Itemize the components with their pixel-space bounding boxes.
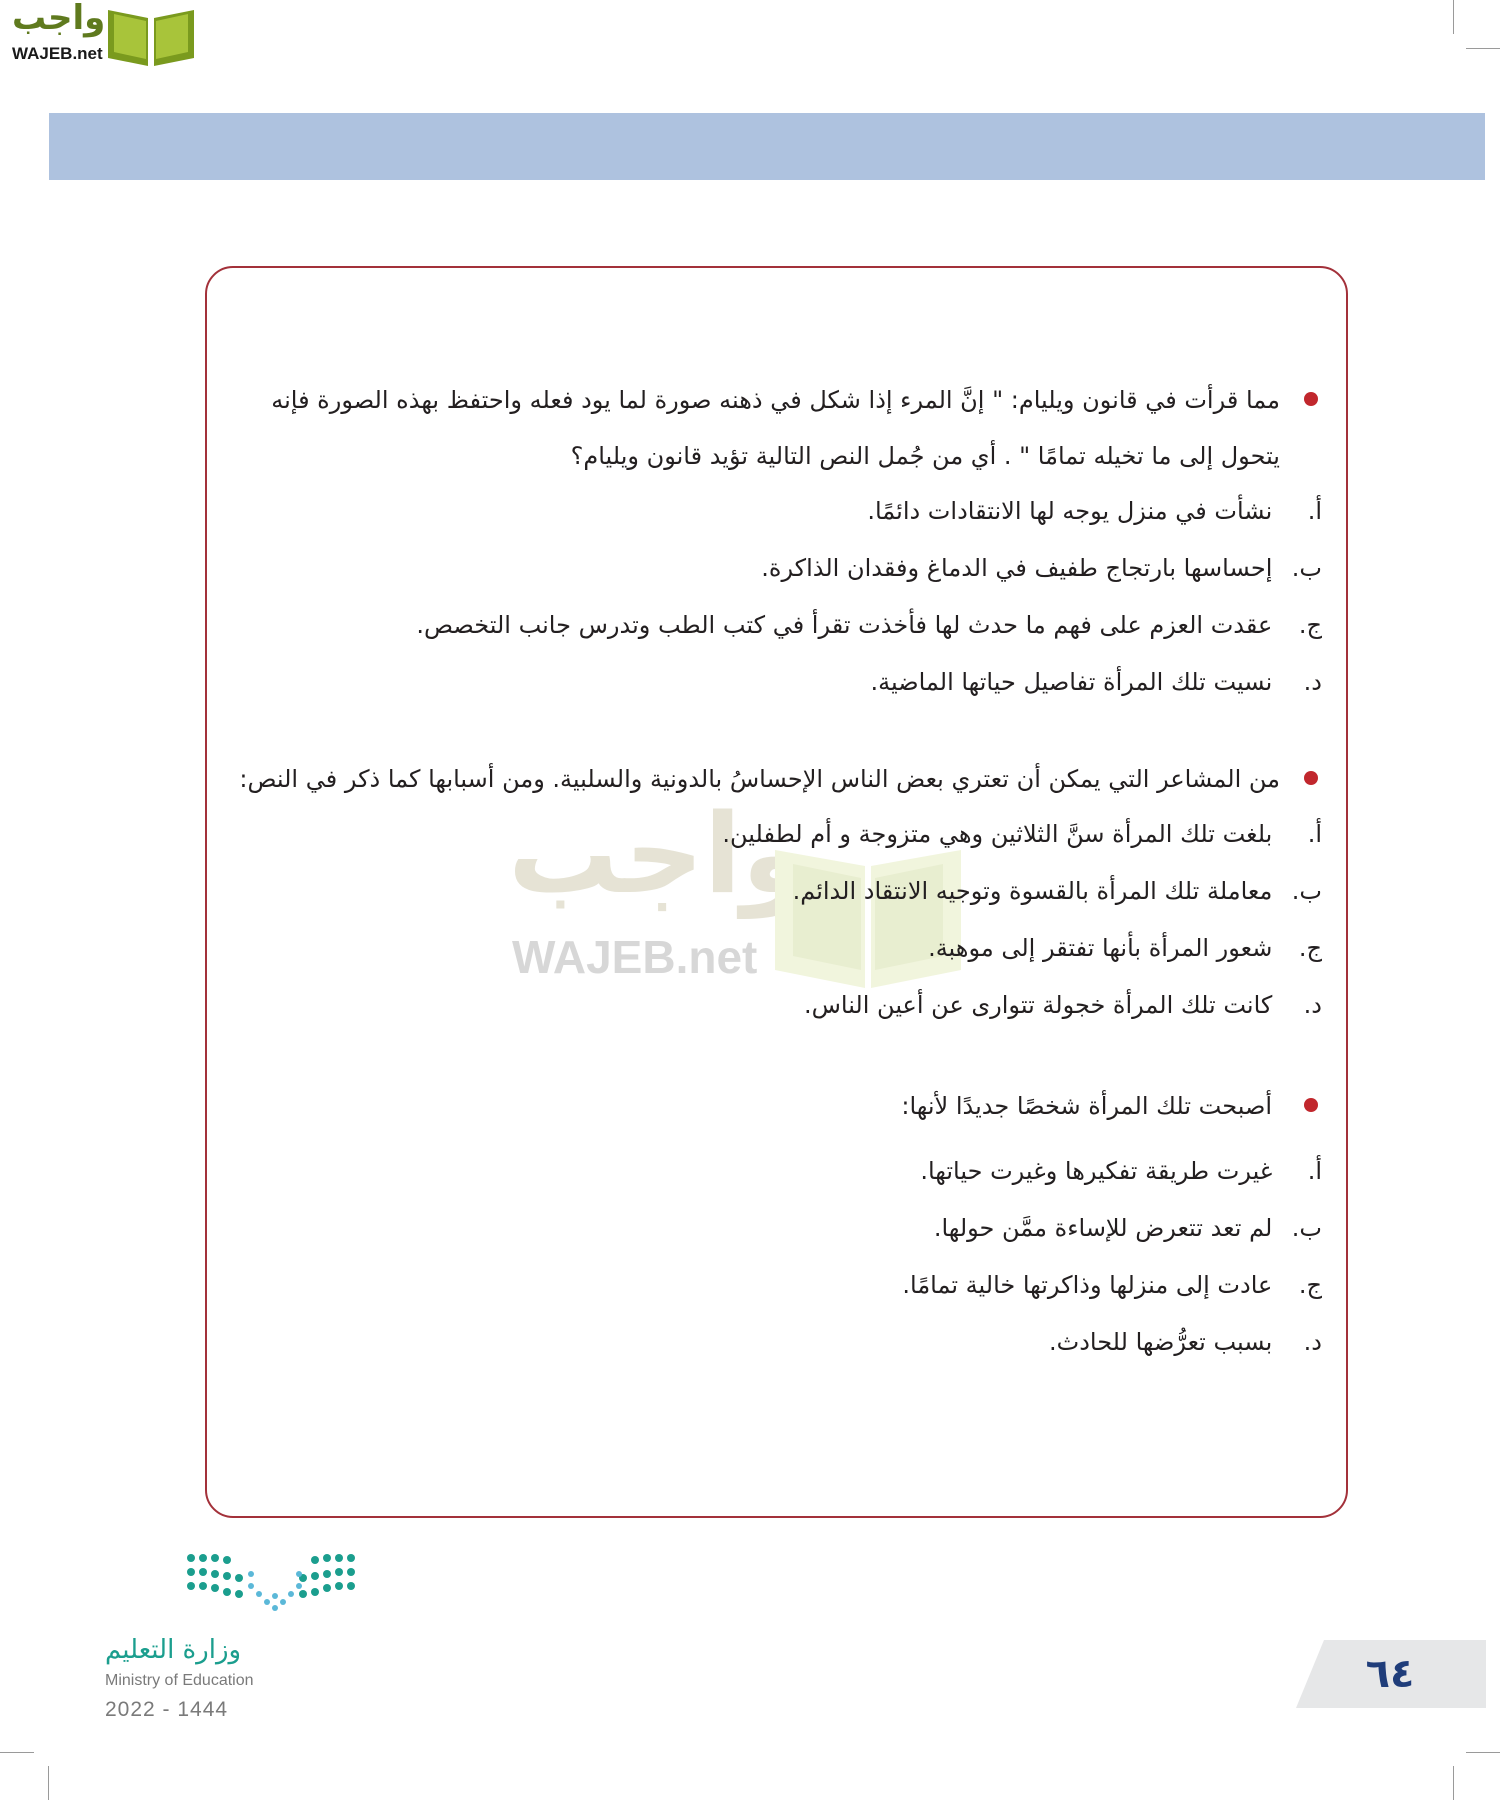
option-letter: ج. bbox=[1298, 611, 1322, 639]
crop-mark bbox=[1453, 0, 1454, 34]
option-letter: د. bbox=[1303, 1328, 1322, 1356]
option-letter: ب. bbox=[1291, 554, 1322, 582]
option-c[interactable] bbox=[225, 1260, 1322, 1310]
option-b[interactable] bbox=[225, 1203, 1322, 1253]
page-number: ٦٤ bbox=[1365, 1651, 1415, 1697]
logo-brand-latin: WAJEB.net bbox=[12, 44, 103, 63]
book-icon bbox=[106, 4, 196, 68]
option-a[interactable] bbox=[225, 1146, 1322, 1196]
option-d[interactable] bbox=[225, 1317, 1322, 1367]
option-text: نسيت تلك المرأة تفاصيل حياتها الماضية. bbox=[870, 668, 1273, 696]
ministry-logo bbox=[100, 1550, 390, 1721]
option-letter: ج. bbox=[1298, 1271, 1322, 1299]
option-c[interactable] bbox=[225, 600, 1322, 650]
option-letter: أ. bbox=[1307, 820, 1322, 848]
questions-container bbox=[205, 266, 1348, 1518]
option-a[interactable] bbox=[225, 809, 1322, 859]
option-text: إحساسها بارتجاج طفيف في الدماغ وفقدان الذاكرة. bbox=[761, 554, 1273, 582]
header-band bbox=[49, 113, 1485, 180]
option-d[interactable] bbox=[225, 657, 1322, 707]
question-stem: أصبحت تلك المرأة شخصًا جديدًا لأنها: bbox=[901, 1092, 1272, 1120]
option-letter: د. bbox=[1303, 991, 1322, 1019]
option-d[interactable] bbox=[225, 980, 1322, 1030]
option-b[interactable] bbox=[225, 543, 1322, 593]
ministry-year: 2022 - 1444 bbox=[105, 1698, 229, 1721]
option-text: غيرت طريقة تفكيرها وغيرت حياتها. bbox=[920, 1157, 1273, 1185]
option-text: نشأت في منزل يوجه لها الانتقادات دائمًا. bbox=[867, 497, 1273, 525]
option-text: معاملة تلك المرأة بالقسوة وتوجيه الانتقاد الدائم. bbox=[792, 877, 1273, 905]
logo-brand-arabic: واجب bbox=[12, 0, 106, 38]
option-letter: أ. bbox=[1307, 497, 1322, 525]
question-stem: من المشاعر التي يمكن أن تعتري بعض الناس الإحساسُ بالدونية والسلبية. ومن أسبابها كما ذكر في النص: bbox=[239, 765, 1280, 793]
option-letter: د. bbox=[1303, 668, 1322, 696]
ministry-name-english: Ministry of Education bbox=[105, 1672, 254, 1689]
option-a[interactable] bbox=[225, 486, 1322, 536]
bullet-icon bbox=[1304, 1098, 1318, 1112]
bullet-icon bbox=[1304, 392, 1318, 406]
option-letter: ج. bbox=[1298, 934, 1322, 962]
watermark-brand-arabic: واجب bbox=[508, 790, 810, 918]
option-text: بلغت تلك المرأة سنَّ الثلاثين وهي متزوجة و أم لطفلين. bbox=[722, 820, 1273, 848]
option-letter: ب. bbox=[1291, 1214, 1322, 1242]
option-text: لم تعد تتعرض للإساءة ممَّن حولها. bbox=[933, 1214, 1273, 1242]
crop-mark bbox=[0, 1752, 34, 1753]
watermark-brand-latin: WAJEB.net bbox=[512, 931, 758, 983]
bullet-icon bbox=[1304, 771, 1318, 785]
option-b[interactable] bbox=[225, 866, 1322, 916]
option-letter: ب. bbox=[1291, 877, 1322, 905]
wajeb-logo[interactable] bbox=[8, 0, 193, 68]
crop-mark bbox=[48, 1766, 49, 1800]
option-text: شعور المرأة بأنها تفتقر إلى موهبة. bbox=[928, 934, 1273, 962]
option-text: بسبب تعرُّضها للحادث. bbox=[1048, 1328, 1273, 1356]
crop-mark bbox=[1453, 1766, 1454, 1800]
crop-mark bbox=[1466, 48, 1500, 49]
option-c[interactable] bbox=[225, 923, 1322, 973]
option-text: عادت إلى منزلها وذاكرتها خالية تمامًا. bbox=[902, 1271, 1273, 1299]
ministry-emblem-icon bbox=[185, 1550, 365, 1620]
option-text: كانت تلك المرأة خجولة تتوارى عن أعين الناس. bbox=[803, 991, 1273, 1019]
option-text: عقدت العزم على فهم ما حدث لها فأخذت تقرأ في كتب الطب وتدرس جانب التخصص. bbox=[416, 611, 1273, 639]
option-letter: أ. bbox=[1307, 1157, 1322, 1185]
ministry-name-arabic: وزارة التعليم bbox=[105, 1635, 242, 1665]
question-stem: مما قرأت في قانون ويليام: " إنَّ المرء إذا شكل في ذهنه صورة لما يود فعله واحتفظ بهذه الصورة فإنه يتحول إلى ما تخيله تمامًا " . أي من جُمل النص التالية تؤيد قانون ويليام؟ bbox=[271, 386, 1280, 470]
crop-mark bbox=[1466, 1752, 1500, 1753]
